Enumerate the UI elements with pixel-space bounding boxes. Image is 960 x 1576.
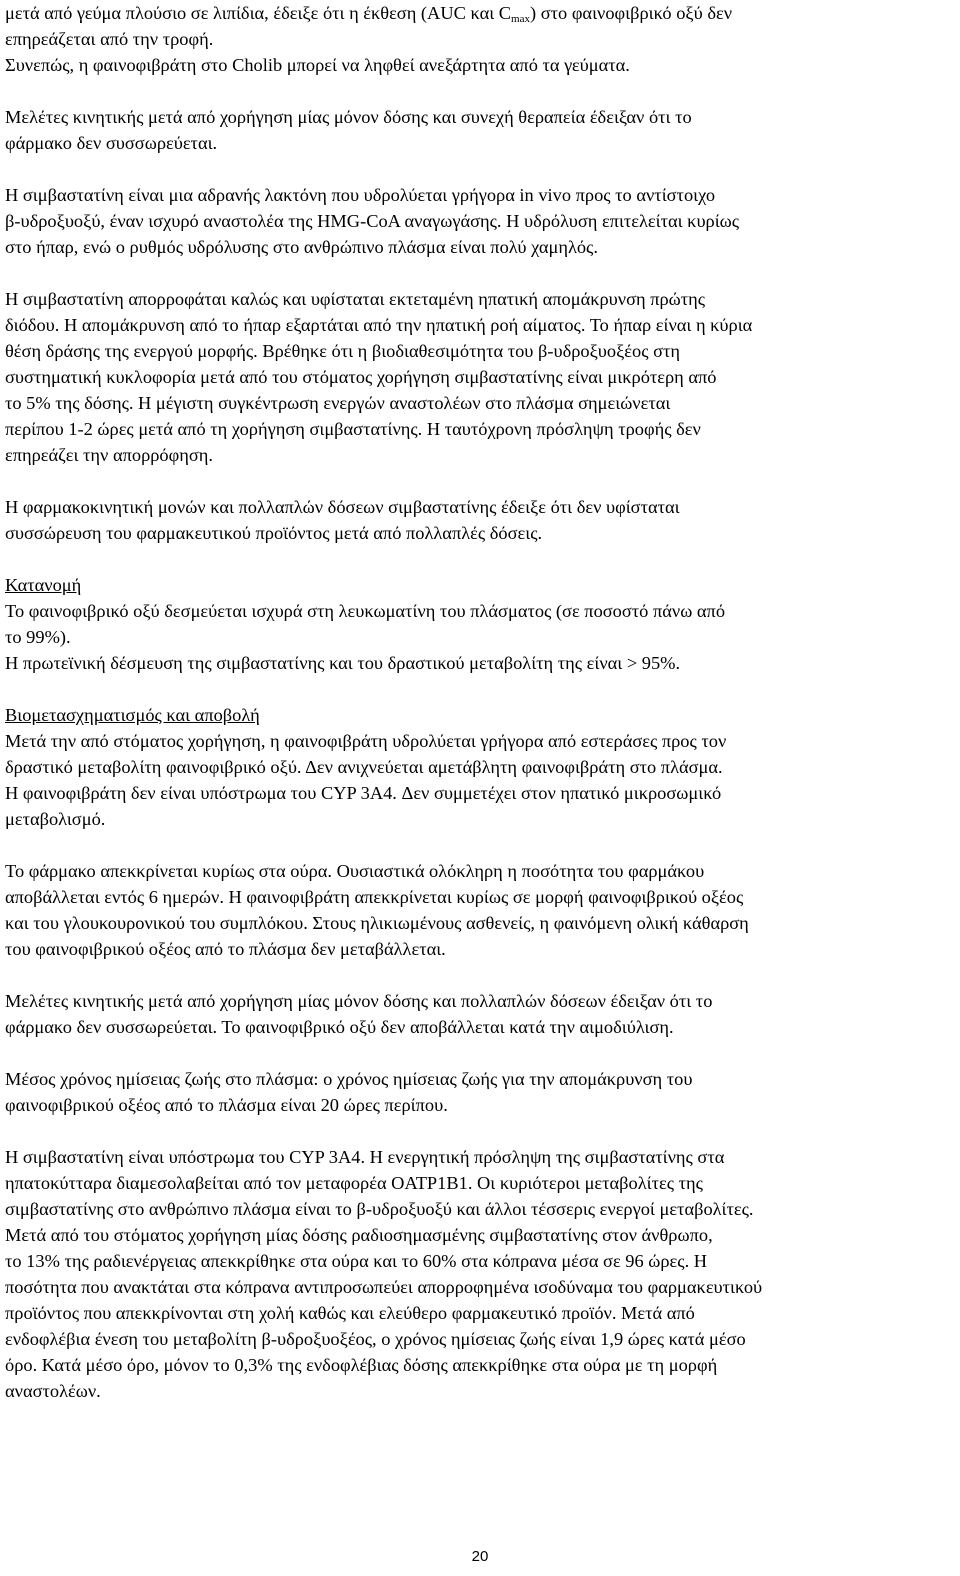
paragraph-multiple-dose	[5, 494, 955, 546]
text-line: ηπατοκύτταρα διαμεσολαβείται από τον μεταφορέα OATP1B1. Οι κυριότεροι μεταβολίτες της	[5, 1173, 703, 1193]
text-line: δραστικό μεταβολίτη φαινοφιβρικό οξύ. Δεν ανιχνεύεται αμετάβλητη φαινοφιβράτη στο πλάσμα.	[5, 757, 723, 777]
text-line: Μετά την από στόματος χορήγηση, η φαινοφιβράτη υδρολύεται γρήγορα από εστεράσες προς τον	[5, 731, 727, 751]
text-line: β-υδροξυοξύ, έναν ισχυρό αναστολέα της HMG-CoA αναγωγάσης. Η υδρόλυση επιτελείται κυρίως	[5, 211, 740, 231]
document-page	[5, 0, 955, 1404]
text-line: θέση δράσης της ενεργού μορφής. Βρέθηκε ότι η βιοδιαθεσιμότητα του β-υδροξυοξέος στη	[5, 341, 681, 361]
text-line: μεταβολισμό.	[5, 809, 106, 829]
text-line: όρο. Κατά μέσο όρο, μόνον το 0,3% της ενδοφλέβιας δόσης απεκκρίθηκε στα ούρα με τη μορφή	[5, 1355, 718, 1375]
paragraph-no-accumulation	[5, 104, 955, 156]
text-line: Μελέτες κινητικής μετά από χορήγηση μίας μόνον δόσης και συνεχή θεραπεία έδειξαν ότι το	[5, 107, 692, 127]
text-line: διόδου. Η απομάκρυνση από το ήπαρ εξαρτάται από την ηπατική ροή αίματος. Το ήπαρ είναι η κύρια	[5, 315, 753, 335]
text-line: αναστολέων.	[5, 1381, 101, 1401]
text-line: αποβάλλεται εντός 6 ημερών. Η φαινοφιβράτη απεκκρίνεται κυρίως σε μορφή φαινοφιβρικού οξέος	[5, 887, 744, 907]
text-line: ενδοφλέβια ένεση του μεταβολίτη β-υδροξυοξέος, ο χρόνος ημίσειας ζωής είναι 1,9 ώρες κατά μέσο	[5, 1329, 746, 1349]
section-distribution	[5, 572, 955, 676]
paragraph-absorption	[5, 286, 955, 468]
paragraph-half-life	[5, 1066, 955, 1118]
paragraph-hemodialysis	[5, 988, 955, 1040]
text-line: Η σιμβαστατίνη απορροφάται καλώς και υφίσταται εκτεταμένη ηπατική απομάκρυνση πρώτης	[5, 289, 706, 309]
paragraph-food-effect	[5, 0, 955, 78]
text-line: περίπου 1-2 ώρες μετά από τη χορήγηση σιμβαστατίνης. Η ταυτόχρονη πρόσληψη τροφής δεν	[5, 419, 701, 439]
text-line: Η φαρμακοκινητική μονών και πολλαπλών δόσεων σιμβαστατίνης έδειξε ότι δεν υφίσταται	[5, 497, 680, 517]
text-line: το 5% της δόσης. Η μέγιστη συγκέντρωση ενεργών αναστολέων στο πλάσμα σημειώνεται	[5, 393, 671, 413]
text-line: φαινοφιβρικού οξέος από το πλάσμα είναι 20 ώρες περίπου.	[5, 1095, 448, 1115]
text-line: και του γλουκουρονικού του συμπλόκου. Στους ηλικιωμένους ασθενείς, η φαινόμενη ολική κάθαρση	[5, 913, 749, 933]
text-line: συστηματική κυκλοφορία μετά από του στόματος χορήγηση σιμβαστατίνης είναι μικρότερη από	[5, 367, 717, 387]
section-biotransformation	[5, 702, 955, 832]
text-line: προϊόντος που απεκκρίνονται στη χολή καθώς και ελεύθερο φαρμακευτικό προϊόν. Μετά από	[5, 1303, 695, 1323]
text-line: Το φάρμακο απεκκρίνεται κυρίως στα ούρα. Ουσιαστικά ολόκληρη η ποσότητα του φαρμάκου	[5, 861, 705, 881]
text-line: Η φαινοφιβράτη δεν είναι υπόστρωμα του CYP 3A4. Δεν συμμετέχει στον ηπατικό μικροσωμικό	[5, 783, 722, 803]
text-line: ποσότητα που ανακτάται στα κόπρανα αντιπροσωπεύει απορροφημένα ισοδύναμα του φαρμακευτικού	[5, 1277, 763, 1297]
text-line: Μελέτες κινητικής μετά από χορήγηση μίας μόνον δόσης και πολλαπλών δόσεων έδειξαν ότι το	[5, 991, 713, 1011]
section-heading-biotransformation: Βιομετασχηματισμός και αποβολή	[5, 705, 260, 725]
text-line: Η πρωτεϊνική δέσμευση της σιμβαστατίνης και του δραστικού μεταβολίτη της είναι > 95%.	[5, 653, 681, 673]
text-line: το 13% της ραδιενέργειας απεκκρίθηκε στα ούρα και το 60% στα κόπρανα μέσα σε 96 ώρες. Η	[5, 1251, 708, 1271]
text-line: μετά από γεύμα πλούσιο σε λιπίδια, έδειξε ότι η έκθεση (AUC και C	[5, 3, 512, 23]
text-line: Το φαινοφιβρικό οξύ δεσμεύεται ισχυρά στη λευκωματίνη του πλάσματος (σε ποσοστό πάνω από	[5, 601, 726, 621]
text-line: Μέσος χρόνος ημίσειας ζωής στο πλάσμα: ο χρόνος ημίσειας ζωής για την απομάκρυνση του	[5, 1069, 693, 1089]
text-line: συσσώρευση του φαρμακευτικού προϊόντος μετά από πολλαπλές δόσεις.	[5, 523, 543, 543]
paragraph-simvastatin-lactone	[5, 182, 955, 260]
text-line: ) στο φαινοφιβρικό οξύ δεν	[530, 3, 733, 23]
text-line: σιμβαστατίνης στο ανθρώπινο πλάσμα είναι το β-υδροξυοξύ και άλλοι τέσσερις ενεργοί μεταβολίτες.	[5, 1199, 754, 1219]
paragraph-simvastatin-metabolism	[5, 1144, 955, 1404]
cmax-subscript: max	[511, 13, 530, 25]
text-line: Συνεπώς, η φαινοφιβράτη στο Cholib μπορεί να ληφθεί ανεξάρτητα από τα γεύματα.	[5, 55, 630, 75]
text-line: επηρεάζεται από την τροφή.	[5, 29, 214, 49]
text-line: Η σιμβαστατίνη είναι υπόστρωμα του CYP 3A4. Η ενεργητική πρόσληψη της σιμβαστατίνης στα	[5, 1147, 725, 1167]
text-line: Μετά από του στόματος χορήγηση μίας δόσης ραδιοσημασμένης σιμβαστατίνης στον άνθρωπο,	[5, 1225, 713, 1245]
text-line: Η σιμβαστατίνη είναι μια αδρανής λακτόνη που υδρολύεται γρήγορα in vivo προς το αντίστοιχο	[5, 185, 716, 205]
section-heading-distribution: Κατανομή	[5, 575, 82, 595]
text-line: του φαινοφιβρικού οξέος από το πλάσμα δεν μεταβάλλεται.	[5, 939, 446, 959]
text-line: το 99%).	[5, 627, 71, 647]
text-line: φάρμακο δεν συσσωρεύεται.	[5, 133, 218, 153]
text-line: επηρεάζει την απορρόφηση.	[5, 445, 213, 465]
text-line: φάρμακο δεν συσσωρεύεται. Το φαινοφιβρικό οξύ δεν αποβάλλεται κατά την αιμοδιύλιση.	[5, 1017, 674, 1037]
text-line: στο ήπαρ, ενώ ο ρυθμός υδρόλυσης στο ανθρώπινο πλάσμα είναι πολύ χαμηλός.	[5, 237, 598, 257]
page-number: 20	[471, 1548, 489, 1565]
paragraph-excretion	[5, 858, 955, 962]
